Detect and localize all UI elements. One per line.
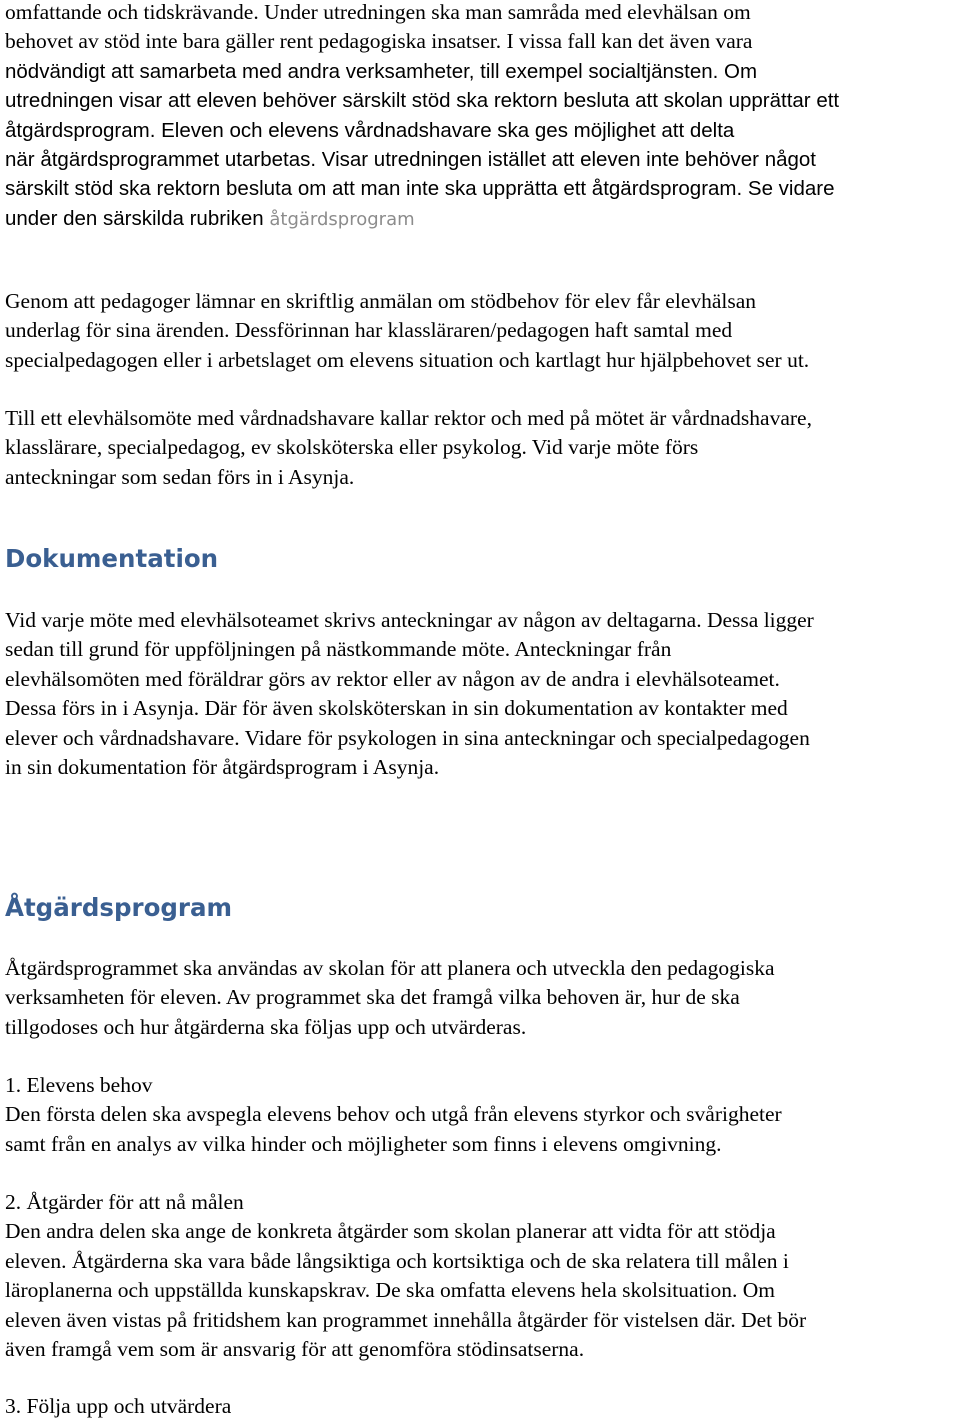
text-line: åtgärdsprogram. Eleven och elevens vårdnadshavare ska ges möjlighet att delta xyxy=(5,118,735,142)
text-line: elevhälsomöten med föräldrar görs av rektor eller av någon av de andra i elevhälsoteamet. xyxy=(5,666,780,691)
text-line: eleven även vistas på fritidshem kan programmet innehålla åtgärder för vistelsen där. Det bör xyxy=(5,1307,807,1332)
text-line: samt från en analys av vilka hinder och möjligheter som finns i elevens omgivning. xyxy=(5,1131,722,1156)
item-title: 1. Elevens behov xyxy=(5,1073,153,1097)
text-line: Dessa förs in i Asynja. Där för även skolsköterskan in sin dokumentation av kontakter med xyxy=(5,696,788,721)
atgardsprogram-intro xyxy=(5,954,960,1042)
item-folja-upp xyxy=(5,1392,960,1421)
text-line: särskilt stöd ska rektorn besluta om att man inte ska upprätta ett åtgärdsprogram. Se vidare xyxy=(5,177,835,201)
text-line: in sin dokumentation för åtgärdsprogram i Asynja. xyxy=(5,754,440,779)
text-line-prefix: under den särskilda rubriken xyxy=(5,206,270,230)
text-line: tillgodoses och hur åtgärderna ska följas upp och utvärderas. xyxy=(5,1014,527,1039)
text-line: eleven. Åtgärderna ska vara både långsiktiga och kortsiktiga och de ska relatera till målen i xyxy=(5,1248,789,1273)
item-elevens-behov xyxy=(5,1071,960,1159)
text-line: Vid varje möte med elevhälsoteamet skrivs anteckningar av någon av deltagarna. Dessa ligger xyxy=(5,608,814,632)
text-line: underlag för sina ärenden. Dessförinnan har klassläraren/pedagogen haft samtal med xyxy=(5,318,733,343)
atgardsprogram-link[interactable]: åtgärdsprogram xyxy=(269,208,415,230)
text-line: specialpedagogen eller i arbetslaget om elevens situation och kartlagt hur hjälpbehovet ser ut. xyxy=(5,347,810,372)
dokumentation-heading: Dokumentation xyxy=(5,544,219,573)
text-line: klasslärare, specialpedagog, ev skolsköterska eller psykolog. Vid varje möte förs xyxy=(5,435,699,460)
text-line: även framgå vem som är ansvarig för att genomföra stödinsatserna. xyxy=(5,1336,585,1361)
text-line: anteckningar som sedan förs in i Asynja. xyxy=(5,464,355,489)
text-line: läroplanerna och uppställda kunskapskrav. De ska omfatta elevens hela skolsituation. Om xyxy=(5,1278,776,1303)
text-line: utredningen visar att eleven behöver särskilt stöd ska rektorn besluta att skolan upprättar ett xyxy=(5,89,840,113)
item-title: 3. Följa upp och utvärdera xyxy=(5,1394,232,1418)
text-line: verksamheten för eleven. Av programmet ska det framgå vilka behoven är, hur de ska xyxy=(5,985,740,1010)
text-line-with-link xyxy=(5,204,960,233)
text-line: Åtgärdsprogrammet ska användas av skolan för att planera och utveckla den pedagogiska xyxy=(5,956,775,980)
dokumentation-paragraph xyxy=(5,606,960,782)
item-atgarder xyxy=(5,1188,960,1364)
text-line: behovet av stöd inte bara gäller rent pedagogiska insatser. I vissa fall kan det även vara xyxy=(5,29,753,54)
text-line: Den andra delen ska ange de konkreta åtgärder som skolan planerar att vidta för att stödja xyxy=(5,1219,776,1244)
text-line: när åtgärdsprogrammet utarbetas. Visar utredningen istället att eleven inte behöver något xyxy=(5,147,817,171)
mote-paragraph xyxy=(5,404,960,492)
intro-paragraph xyxy=(5,0,960,233)
text-line: Den första delen ska avspegla elevens behov och utgå från elevens styrkor och svårigheter xyxy=(5,1102,782,1127)
text-line: elever och vårdnadshavare. Vidare för psykologen in sina anteckningar och specialpedagogen xyxy=(5,725,810,750)
text-line: nödvändigt att samarbeta med andra verksamheter, till exempel socialtjänsten. Om xyxy=(5,59,758,83)
text-line: sedan till grund för uppföljningen på nästkommande möte. Anteckningar från xyxy=(5,637,672,662)
atgardsprogram-heading: Åtgärdsprogram xyxy=(5,893,233,922)
anmalan-paragraph xyxy=(5,287,960,375)
item-title: 2. Åtgärder för att nå målen xyxy=(5,1190,244,1214)
text-line: Genom att pedagoger lämnar en skriftlig anmälan om stödbehov för elev får elevhälsan xyxy=(5,289,757,313)
text-line: Till ett elevhälsomöte med vårdnadshavare kallar rektor och med på mötet är vårdnadshavare, xyxy=(5,406,812,430)
text-line: omfattande och tidskrävande. Under utredningen ska man samråda med elevhälsan om xyxy=(5,0,751,24)
